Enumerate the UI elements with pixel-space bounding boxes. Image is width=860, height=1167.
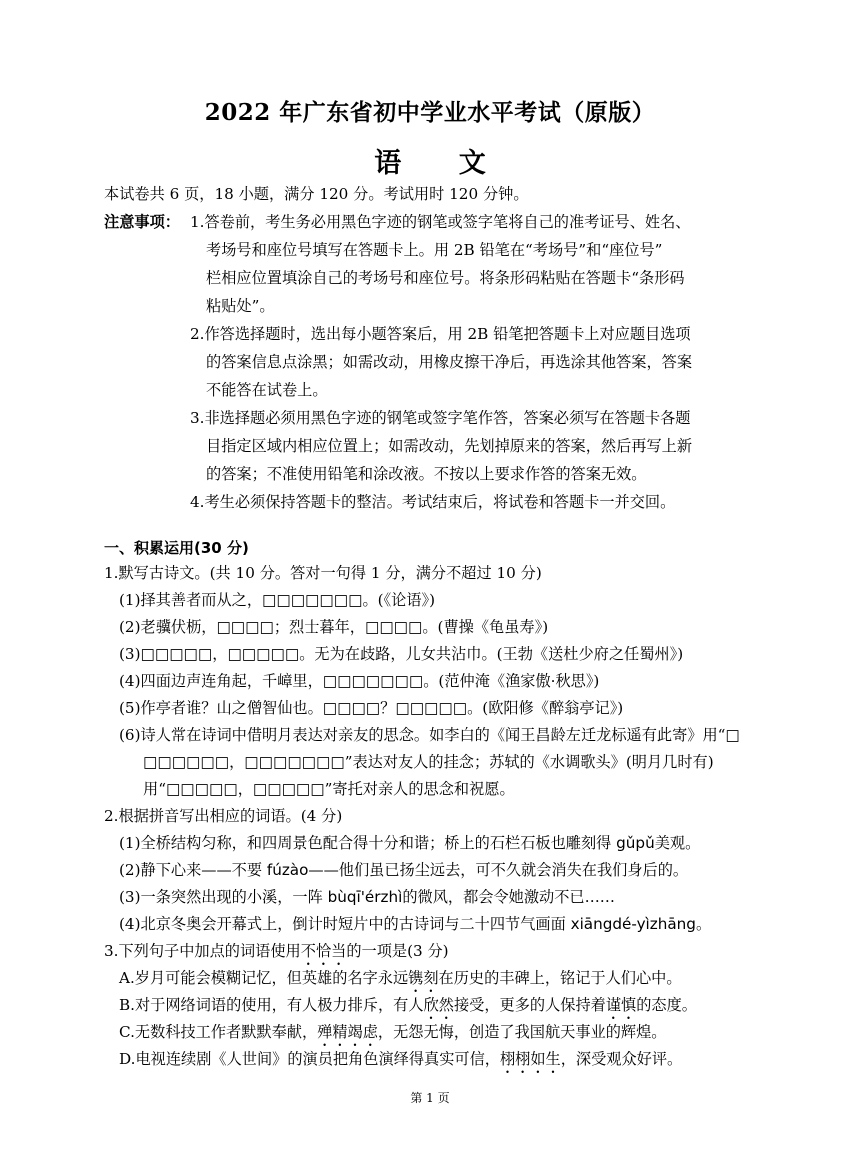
option-b: [119, 995, 697, 1023]
emphasized-word: 欣然: [423, 996, 454, 1014]
question-1-item: (6)诗人常在诗词中借明月表达对亲友的思念。如李白的《闻王昌龄左迁龙标遥有此寄》用“□: [119, 726, 740, 744]
notice-line: 栏相应位置填涂自己的考场号和座位号。将条形码粘贴在答题卡“条形码: [206, 269, 685, 287]
notice-line: 2.作答选择题时，选出每小题答案后，用 2B 铅笔把答题卡上对应题目选项: [190, 325, 691, 343]
question-2-item: [119, 833, 700, 853]
question-2-item: [119, 860, 688, 880]
option-d: [119, 1049, 682, 1077]
notice-line: 4.考生必须保持答题卡的整洁。考试结束后，将试卷和答题卡一并交回。: [190, 493, 676, 511]
question-2-item: [119, 914, 711, 934]
page-number: 第 1 页: [410, 1091, 450, 1105]
notice-line: 目指定区域内相应位置上；如需改动，先划掉原来的答案，然后再写上新: [206, 437, 692, 455]
item-text: 美观。: [654, 834, 701, 852]
pinyin: xiāngdé-yìzhāng: [570, 915, 696, 933]
notice-line: 不能答在试卷上。: [206, 381, 328, 399]
emphasized-word: 谨慎: [605, 996, 637, 1014]
notice-line: 1.答卷前，考生务必用黑色字迹的钢笔或签字笔将自己的准考证号、姓名、: [190, 213, 691, 231]
option-text: A.岁月可能会模糊记忆，但英雄的名字永远: [119, 969, 409, 987]
option-text: 接受，更多的人保持着: [453, 996, 606, 1014]
question-1-item: 用“□□□□□，□□□□□”寄托对亲人的思念和祝愿。: [143, 780, 515, 798]
question-2-item: [119, 887, 615, 907]
question-1-item: (3)□□□□□，□□□□□。无为在歧路，儿女共沾巾。(王勃《送杜少府之任蜀州》): [119, 645, 684, 663]
option-text: C.无数科技工作者默默奉献，: [119, 1023, 318, 1041]
notice-line: 的答案；不准使用铅笔和涂改液。不按以上要求作答的答案无效。: [206, 465, 647, 483]
question-1-item: (5)作亭者谁？山之僧智仙也。□□□□？□□□□□。(欧阳修《醉翁亭记》): [119, 699, 624, 717]
option-text: D.电视连续剧《人世间》的演员把角色演绎得真实可信，: [119, 1050, 500, 1068]
emphasized-text: 不恰当: [300, 942, 347, 960]
exam-title: 2022 年广东省初中学业水平考试（原版）: [204, 99, 656, 126]
emphasized-word: 镌刻: [408, 969, 439, 987]
question-2-stem: 2.根据拼音写出相应的词语。(4 分): [104, 807, 343, 825]
stem-text: 的一项是(3 分): [346, 942, 449, 960]
option-text: 在历史的丰碑上，铭记于人们心中。: [438, 969, 682, 987]
emphasized-word: 栩栩如生: [499, 1050, 561, 1068]
option-c: [119, 1022, 666, 1050]
item-text: (4)北京冬奥会开幕式上，倒计时短片中的古诗词与二十四节气画面: [119, 915, 571, 933]
item-text: ——他们虽已扬尘远去，可不久就会消失在我们身后的。: [308, 861, 689, 879]
notice-label: 注意事项：: [104, 213, 180, 231]
notice-line: 3.非选择题必须用黑色字迹的钢笔或签字笔作答，答案必须写在答题卡各题: [190, 409, 691, 427]
option-a: [119, 968, 682, 996]
pinyin: fúzào: [266, 861, 309, 879]
notice-line: 粘贴处”。: [206, 297, 275, 315]
question-1-item: (4)四面边声连角起，千嶂里，□□□□□□□。(范仲淹《渔家傲·秋思》): [119, 672, 600, 690]
item-text: 。: [695, 915, 712, 933]
exam-intro: 本试卷共 6 页，18 小题，满分 120 分。考试用时 120 分钟。: [104, 185, 529, 203]
item-text: 的微风，都会令她激动不已……: [402, 888, 615, 906]
notice-line: 的答案信息点涂黑；如需改动，用橡皮擦干净后，再选涂其他答案，答案: [206, 353, 692, 371]
question-1-stem: 1.默写古诗文。(共 10 分。答对一句得 1 分，满分不超过 10 分): [104, 564, 542, 582]
item-text: (1)全桥结构匀称，和四周景色配合得十分和谐；桥上的石栏石板也雕刻得: [119, 834, 617, 852]
question-1-item: (2)老骥伏枥，□□□□；烈士暮年，□□□□。(曹操《龟虽寿》): [119, 618, 549, 636]
option-text: B.对于网络词语的使用，有人极力排斥，有人: [119, 996, 424, 1014]
question-3-stem: [104, 941, 449, 969]
pinyin: gǔpǔ: [616, 834, 655, 852]
question-1-item: □□□□□□，□□□□□□□”表达对友人的挂念；苏轼的《水调歌头》(明月几时有): [143, 753, 714, 771]
item-text: (3)一条突然出现的小溪，一阵: [119, 888, 328, 906]
section-heading: 一、积累运用(30 分): [104, 539, 249, 557]
option-text: ，深受观众好评。: [560, 1050, 683, 1068]
stem-text: 3.下列句子中加点的词语使用: [104, 942, 301, 960]
item-text: (2)静下心来——不要: [119, 861, 267, 879]
subject-title: 语 文: [374, 148, 510, 179]
option-text: 的态度。: [636, 996, 697, 1014]
notice-line: 考场号和座位号填写在答题卡上。用 2B 铅笔在“考场号”和“座位号”: [206, 241, 663, 259]
pinyin: bùqī'érzhì: [327, 888, 403, 906]
question-1-item: (1)择其善者而从之，□□□□□□□。(《论语》): [119, 591, 436, 609]
emphasized-word: 殚精竭虑: [317, 1023, 378, 1041]
option-text: ，无怨无悔，创造了我国航天事业的辉煌。: [377, 1023, 667, 1041]
